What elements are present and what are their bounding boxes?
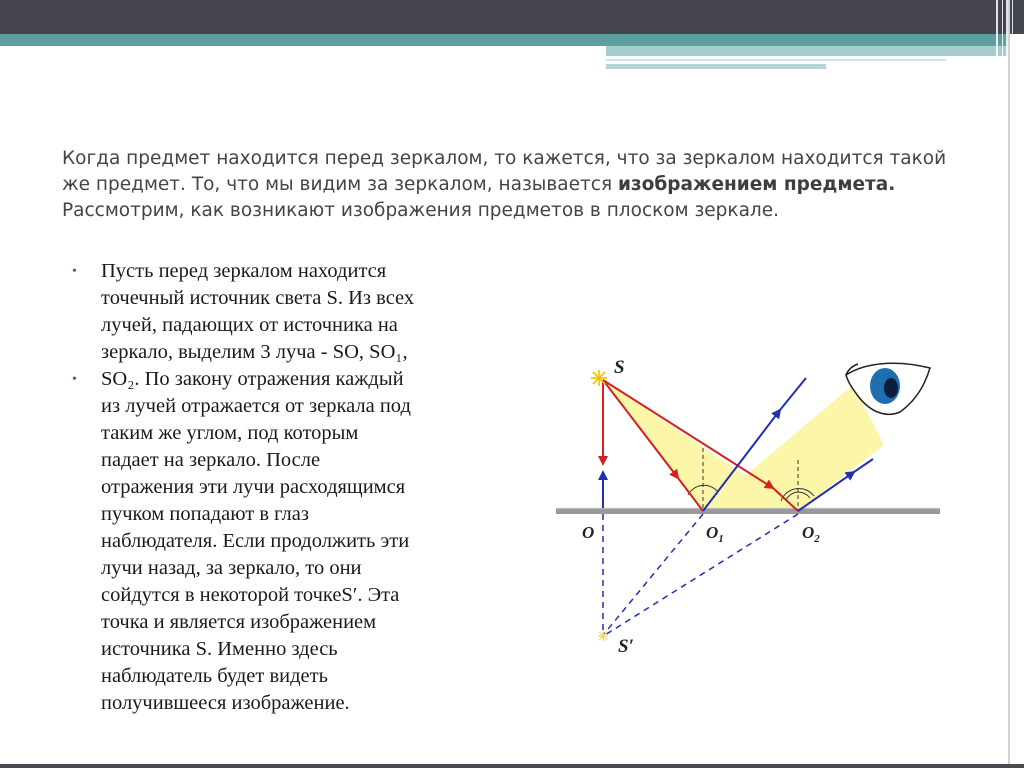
- bullet-dot-icon: •: [72, 372, 77, 387]
- mirror: [556, 508, 940, 514]
- intro-text-end: Рассмотрим, как возникают изображения предметов в плоском зеркале.: [62, 200, 780, 221]
- label-o1-main: O: [706, 523, 719, 542]
- label-o2-sub: 2: [814, 533, 820, 545]
- top-bar: [0, 0, 1024, 34]
- corner-stripes: [992, 0, 1020, 72]
- ray-o1-reflected-tail: [780, 378, 806, 410]
- right-border-line: [1008, 0, 1010, 768]
- star-icon: [598, 631, 608, 641]
- accent-line: [606, 59, 946, 61]
- star-icon: [591, 370, 607, 386]
- bullet-text: Пусть перед зеркалом находится точечный источник света S. Из всех лучей, падающих от источника на зеркало, выделим 3 луча - SO, SO₁,: [101, 260, 415, 363]
- label-s: S: [614, 357, 625, 378]
- label-o: O: [582, 523, 595, 542]
- mirror-reflection-diagram: [548, 340, 948, 670]
- reflected-beam: [703, 385, 884, 511]
- bullet-item: [72, 258, 502, 366]
- bullet-item: [72, 366, 502, 717]
- intro-text: Когда предмет находится перед зеркалом, то кажется, что за зеркалом находится такой же предмет. То, что мы видим за зеркалом, называется: [62, 148, 947, 195]
- virtual-ray-o2: [605, 514, 798, 635]
- label-o1: [706, 523, 724, 545]
- intro-paragraph: [62, 146, 972, 224]
- intro-bold-term: изображением предмета.: [617, 174, 896, 195]
- virtual-ray-o1: [604, 514, 703, 634]
- label-o2-main: O: [802, 523, 815, 542]
- label-s-prime: S′: [618, 636, 634, 657]
- bottom-bar: [0, 764, 1024, 768]
- bullet-dot-icon: •: [72, 264, 77, 279]
- label-o2: [802, 523, 820, 545]
- accent-line-secondary: [606, 64, 826, 69]
- bullet-list: [72, 258, 502, 717]
- accent-band-light: [606, 46, 1010, 56]
- accent-band: [0, 34, 1010, 46]
- bullet-text: SO₂. По закону отражения каждый из лучей отражается от зеркала под таким же углом, под которым падает на зеркало. После отражения эти лучи расходящимся пучком попадают в глаз наблюдателя. Если продолжить эти лучи назад, за зеркало, то они сойдутся в некоторой точкеS′. Эта точка и является изображением источника S. Именно здесь наблюдатель будет видеть получившееся изображение.: [101, 368, 411, 714]
- label-o1-sub: 1: [718, 533, 724, 545]
